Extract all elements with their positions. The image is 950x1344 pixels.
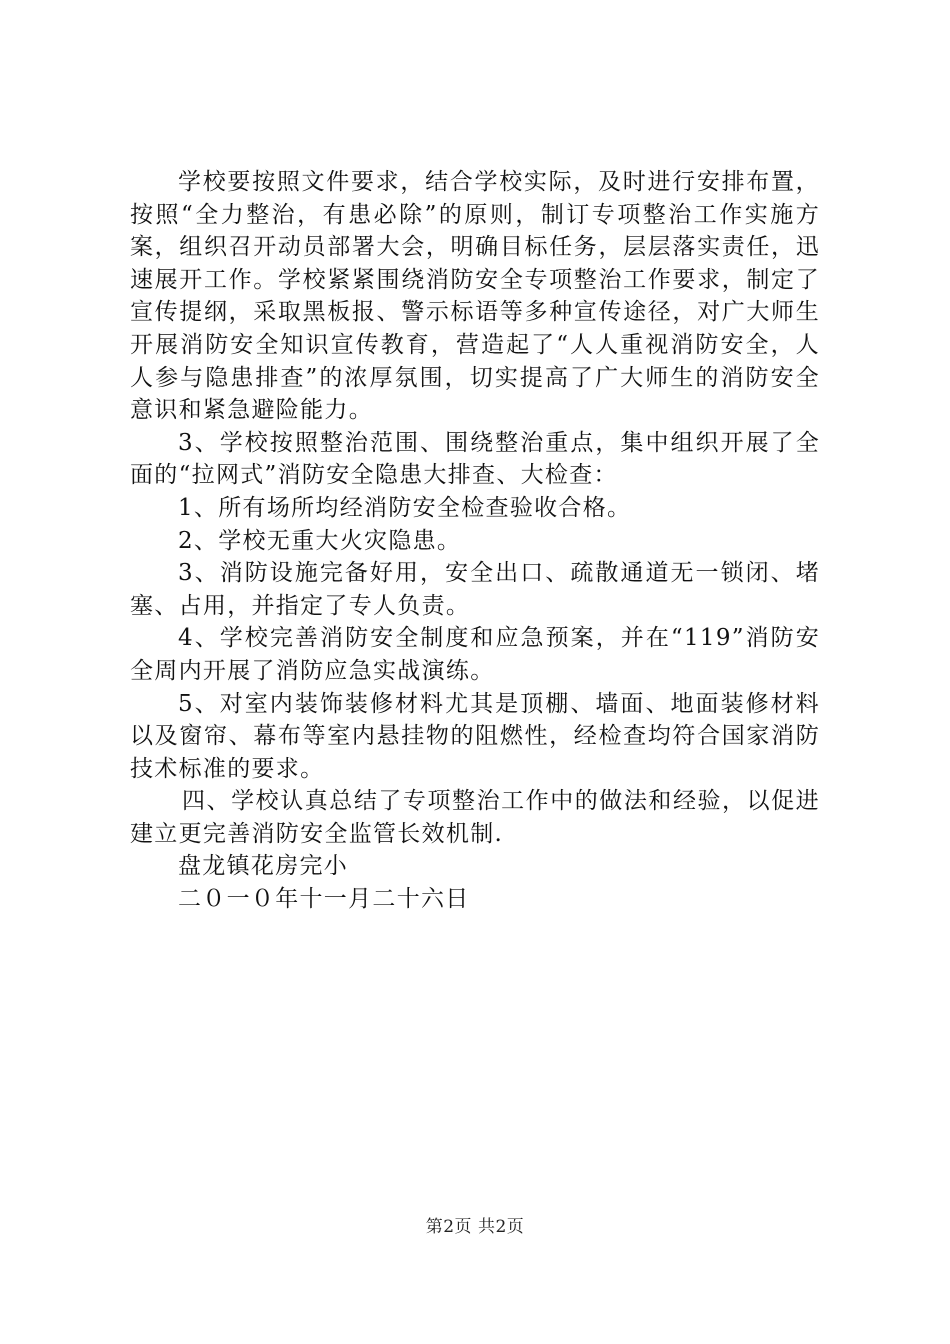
paragraph-inspection-intro: 3、学校按照整治范围、围绕整治重点，集中组织开展了全面的“拉网式”消防安全隐患大排查、大检查： [130,429,820,489]
list-item-acceptance: 1、所有场所均经消防安全检查验收合格。 [178,494,632,521]
signature-school: 盘龙镇花房完小 [178,853,349,880]
document-body [130,166,820,916]
list-item-materials: 5、对室内装饰装修材料尤其是顶棚、墙面、地面装修材料以及窗帘、幕布等室内悬挂物的阻燃性，经检查均符合国家消防技术标准的要求。 [130,690,820,782]
list-item-drill: 4、学校完善消防安全制度和应急预案，并在“119”消防安全周内开展了消防应急实战演练。 [130,625,820,684]
list-item-no-hazard: 2、学校无重大火灾隐患。 [178,527,462,554]
signature-date: 二０一０年十一月二十六日 [178,886,470,913]
paragraph-publicity: 学校要按照文件要求，结合学校实际，及时进行安排布置，按照“全力整治，有患必除”的原则，制订专项整治工作实施方案，组织召开动员部署大会，明确目标任务，层层落实责任，迅速展开工作。学校紧紧围绕消防安全专项整治工作要求，制定了宣传提纲，采取黑板报、警示标语等多种宣传途径，对广大师生开展消防安全知识宣传教育，营造起了“人人重视消防安全，人人参与隐患排查”的浓厚氛围，切实提高了广大师生的消防安全意识和紧急避险能力。 [130,169,820,424]
paragraph-summary: 四、学校认真总结了专项整治工作中的做法和经验，以促进建立更完善消防安全监管长效机制. [130,788,820,847]
page-number: 第2页 共2页 [425,1217,525,1237]
list-item-facilities: 3、消防设施完备好用，安全出口、疏散通道无一锁闭、堵塞、占用，并指定了专人负责。 [130,560,820,619]
